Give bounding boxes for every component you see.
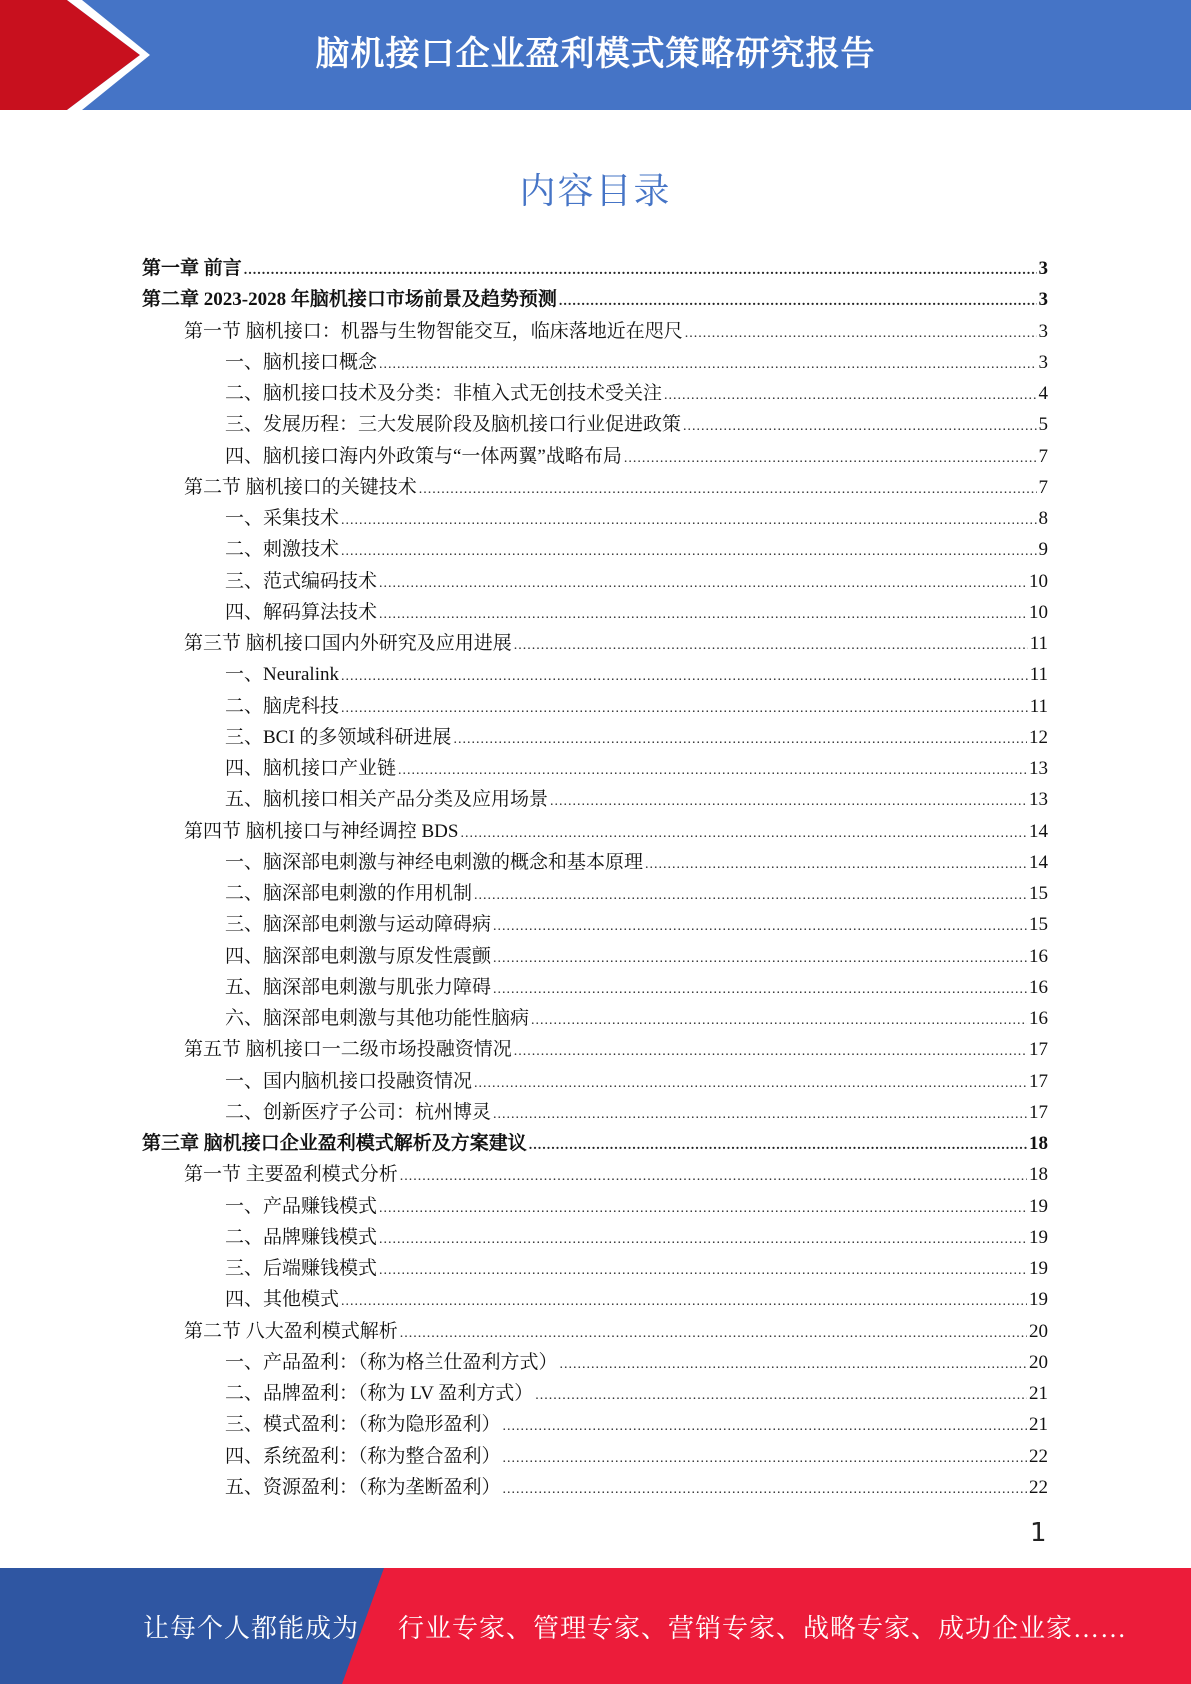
toc-entry-page: 12 <box>1029 726 1048 748</box>
toc-dot-leader <box>503 1474 1027 1505</box>
toc-entry-page: 11 <box>1029 664 1048 686</box>
toc-entry-page: 19 <box>1029 1289 1048 1311</box>
toc-entry-page: 22 <box>1029 1476 1048 1498</box>
toc-dot-leader <box>624 443 1037 474</box>
toc-entry-title: 四、其他模式 <box>225 1289 340 1311</box>
toc-subsection-entry[interactable] <box>142 784 1048 815</box>
toc-dot-leader <box>514 1036 1027 1067</box>
toc-entry-title: 三、后端赚钱模式 <box>225 1258 378 1279</box>
toc-entry-page: 15 <box>1029 883 1048 904</box>
toc-subsection-entry[interactable] <box>142 409 1048 440</box>
toc-entry-title: 一、采集技术 <box>225 508 340 529</box>
toc-dot-leader <box>379 599 1027 630</box>
toc-subsection-entry[interactable] <box>142 909 1048 940</box>
toc-entry-title: 第四节 脑机接口与神经调控 BDS <box>184 820 459 842</box>
toc-dot-leader <box>341 1286 1027 1317</box>
toc-entry-page: 11 <box>1029 695 1048 717</box>
toc-entry-title: 四、系统盈利：（称为整合盈利） <box>225 1445 501 1467</box>
toc-entry-page: 3 <box>1038 351 1048 373</box>
toc-entry-page: 17 <box>1029 1039 1048 1061</box>
toc-dot-leader <box>535 1380 1027 1411</box>
toc-entry-title: 一、产品赚钱模式 <box>225 1195 378 1217</box>
toc-entry-page: 7 <box>1038 476 1048 498</box>
toc-entry-title: 四、脑机接口海内外政策与“一体两翼”战略布局 <box>225 445 622 467</box>
toc-entry-title: 第一章 前言 <box>142 258 242 279</box>
toc-entry-title: 第二章 2023-2028 年脑机接口市场前景及趋势预测 <box>142 289 557 311</box>
toc-dot-leader <box>645 849 1027 880</box>
toc-entry-page: 13 <box>1029 758 1048 779</box>
toc-dot-leader <box>503 1443 1027 1474</box>
toc-entry-title: 二、刺激技术 <box>225 539 340 561</box>
toc-entry-title: 第三节 脑机接口国内外研究及应用进展 <box>184 633 512 654</box>
report-title: 脑机接口企业盈利模式策略研究报告 <box>315 34 876 74</box>
toc-subsection-entry[interactable] <box>142 1347 1048 1378</box>
toc-entry-page: 19 <box>1029 1258 1048 1279</box>
toc-entry-page: 16 <box>1029 976 1048 998</box>
toc-subsection-entry[interactable] <box>142 1284 1048 1315</box>
toc-dot-leader <box>531 1005 1027 1036</box>
toc-section-entry[interactable] <box>142 316 1048 347</box>
toc-entry-page: 21 <box>1029 1383 1048 1404</box>
toc-section-entry[interactable] <box>142 628 1048 659</box>
toc-dot-leader <box>419 474 1037 505</box>
page-number: 1 <box>1030 1518 1047 1548</box>
toc-dot-leader <box>683 411 1036 442</box>
toc-dot-leader <box>400 1318 1027 1349</box>
toc-subsection-entry[interactable] <box>142 722 1048 753</box>
toc-entry-title: 四、脑机接口产业链 <box>225 758 397 779</box>
toc-entry-page: 16 <box>1029 1008 1048 1029</box>
toc-entry-title: 一、Neuralink <box>225 664 339 686</box>
toc-dot-leader <box>341 505 1036 536</box>
toc-entry-title: 第三章 脑机接口企业盈利模式解析及方案建议 <box>142 1133 527 1154</box>
toc-entry-page: 22 <box>1029 1445 1048 1467</box>
toc-subsection-entry[interactable] <box>142 441 1048 472</box>
toc-chapter-entry[interactable] <box>142 1128 1048 1159</box>
toc-entry-page: 17 <box>1029 1101 1048 1123</box>
toc-chapter-entry[interactable] <box>142 253 1048 284</box>
toc-chapter-entry[interactable] <box>142 284 1048 315</box>
toc-subsection-entry[interactable] <box>142 691 1048 722</box>
toc-entry-title: 二、脑深部电刺激的作用机制 <box>225 883 473 904</box>
toc-dot-leader <box>379 1255 1027 1286</box>
toc-entry-title: 五、资源盈利：（称为垄断盈利） <box>225 1476 501 1498</box>
footer-slogan-right: 行业专家、管理专家、营销专家、战略专家、成功企业家…… <box>398 1614 1128 1643</box>
toc-entry-page: 17 <box>1029 1070 1048 1092</box>
toc-entry-title: 三、脑深部电刺激与运动障碍病 <box>225 914 492 936</box>
toc-dot-leader <box>514 630 1028 661</box>
toc-subsection-entry[interactable] <box>142 1066 1048 1097</box>
toc-entry-title: 二、脑机接口技术及分类：非植入式无创技术受关注 <box>225 383 663 404</box>
toc-dot-leader <box>379 349 1036 380</box>
toc-dot-leader <box>493 1099 1027 1130</box>
toc-section-entry[interactable] <box>142 816 1048 847</box>
toc-entry-page: 3 <box>1038 289 1048 311</box>
toc-entry-page: 20 <box>1029 1320 1048 1342</box>
toc-dot-leader <box>493 943 1027 974</box>
toc-entry-page: 5 <box>1038 414 1048 436</box>
toc-entry-page: 10 <box>1029 601 1048 623</box>
toc-subsection-entry[interactable] <box>142 503 1048 534</box>
toc-entry-title: 二、创新医疗子公司：杭州博灵 <box>225 1101 492 1123</box>
toc-entry-page: 10 <box>1029 570 1048 592</box>
toc-entry-title: 第五节 脑机接口一二级市场投融资情况 <box>184 1039 512 1061</box>
toc-subsection-entry[interactable] <box>142 659 1048 690</box>
toc-dot-leader <box>460 818 1027 849</box>
toc-dot-leader <box>493 911 1027 942</box>
toc-dot-leader <box>560 1349 1027 1380</box>
toc-entry-page: 20 <box>1029 1351 1048 1373</box>
toc-dot-leader <box>503 1411 1027 1442</box>
toc-subsection-entry[interactable] <box>142 941 1048 972</box>
toc-subsection-entry[interactable] <box>142 1253 1048 1284</box>
toc-entry-title: 三、模式盈利：（称为隐形盈利） <box>225 1414 501 1436</box>
toc-subsection-entry[interactable] <box>142 972 1048 1003</box>
toc-dot-leader <box>341 693 1028 724</box>
toc-dot-leader <box>244 255 1037 286</box>
toc-entry-page: 16 <box>1029 945 1048 967</box>
toc-dot-leader <box>474 1068 1027 1099</box>
toc-entry-page: 19 <box>1029 1226 1048 1248</box>
toc-entry-title: 四、解码算法技术 <box>225 601 378 623</box>
toc-entry-page: 11 <box>1029 633 1048 654</box>
toc-subsection-entry[interactable] <box>142 1097 1048 1128</box>
toc-dot-leader <box>664 380 1036 411</box>
toc-subsection-entry[interactable] <box>142 1378 1048 1409</box>
toc-section-entry[interactable] <box>142 1159 1048 1190</box>
toc-subsection-entry[interactable] <box>142 753 1048 784</box>
report-header-banner <box>0 0 1191 110</box>
toc-dot-leader <box>493 974 1027 1005</box>
toc-entry-title: 二、脑虎科技 <box>225 695 340 717</box>
toc-entry-page: 3 <box>1038 258 1048 279</box>
toc-dot-leader <box>474 880 1027 911</box>
toc-dot-leader <box>400 1161 1027 1192</box>
toc-entry-page: 13 <box>1029 789 1048 811</box>
toc-dot-leader <box>685 318 1037 349</box>
toc-subsection-entry[interactable] <box>142 378 1048 409</box>
toc-dot-leader <box>529 1130 1027 1161</box>
table-of-contents <box>142 253 1048 1503</box>
toc-dot-leader <box>453 724 1027 755</box>
toc-entry-title: 三、BCI 的多领域科研进展 <box>225 726 452 748</box>
toc-subsection-entry[interactable] <box>142 1472 1048 1503</box>
footer-banner <box>0 1568 1191 1684</box>
toc-subsection-entry[interactable] <box>142 1191 1048 1222</box>
toc-dot-leader <box>550 786 1027 817</box>
toc-entry-page: 18 <box>1029 1133 1048 1154</box>
toc-subsection-entry[interactable] <box>142 847 1048 878</box>
toc-dot-leader <box>379 1193 1027 1224</box>
toc-entry-title: 六、脑深部电刺激与其他功能性脑病 <box>225 1008 530 1029</box>
toc-entry-title: 第二节 脑机接口的关键技术 <box>184 476 417 498</box>
toc-section-entry[interactable] <box>142 1316 1048 1347</box>
toc-entry-title: 五、脑机接口相关产品分类及应用场景 <box>225 789 549 811</box>
toc-entry-title: 四、脑深部电刺激与原发性震颤 <box>225 945 492 967</box>
toc-entry-title: 一、脑机接口概念 <box>225 351 378 373</box>
toc-dot-leader <box>398 755 1027 786</box>
toc-entry-page: 15 <box>1029 914 1048 936</box>
toc-dot-leader <box>559 286 1037 317</box>
toc-entry-page: 7 <box>1038 445 1048 467</box>
toc-entry-title: 二、品牌赚钱模式 <box>225 1226 378 1248</box>
toc-dot-leader <box>379 1224 1027 1255</box>
toc-entry-page: 9 <box>1038 539 1048 561</box>
toc-subsection-entry[interactable] <box>142 534 1048 565</box>
toc-entry-page: 18 <box>1029 1164 1048 1186</box>
toc-entry-page: 4 <box>1038 383 1048 404</box>
toc-entry-title: 二、品牌盈利：（称为 LV 盈利方式） <box>225 1383 534 1404</box>
toc-dot-leader <box>341 661 1028 692</box>
toc-entry-title: 五、脑深部电刺激与肌张力障碍 <box>225 976 492 998</box>
toc-dot-leader <box>379 568 1027 599</box>
footer-slogan-left: 让每个人都能成为 <box>143 1614 360 1643</box>
toc-entry-title: 第二节 八大盈利模式解析 <box>184 1320 398 1342</box>
toc-subsection-entry[interactable] <box>142 1409 1048 1440</box>
toc-entry-title: 一、产品盈利：（称为格兰仕盈利方式） <box>225 1351 558 1373</box>
toc-subsection-entry[interactable] <box>142 878 1048 909</box>
toc-entry-page: 19 <box>1029 1195 1048 1217</box>
toc-subsection-entry[interactable] <box>142 566 1048 597</box>
toc-heading: 内容目录 <box>519 171 672 212</box>
toc-subsection-entry[interactable] <box>142 597 1048 628</box>
toc-entry-title: 一、国内脑机接口投融资情况 <box>225 1070 473 1092</box>
toc-section-entry[interactable] <box>142 1034 1048 1065</box>
toc-entry-page: 3 <box>1038 320 1048 342</box>
toc-entry-page: 14 <box>1029 820 1048 842</box>
toc-entry-title: 三、发展历程：三大发展阶段及脑机接口行业促进政策 <box>225 414 682 436</box>
toc-subsection-entry[interactable] <box>142 1441 1048 1472</box>
toc-dot-leader <box>341 536 1036 567</box>
toc-entry-title: 第一节 主要盈利模式分析 <box>184 1164 398 1186</box>
toc-entry-page: 8 <box>1038 508 1048 529</box>
toc-entry-page: 14 <box>1029 851 1048 873</box>
toc-subsection-entry[interactable] <box>142 1003 1048 1034</box>
toc-subsection-entry[interactable] <box>142 1222 1048 1253</box>
toc-section-entry[interactable] <box>142 472 1048 503</box>
toc-entry-page: 21 <box>1029 1414 1048 1436</box>
toc-entry-title: 第一节 脑机接口：机器与生物智能交互，临床落地近在咫尺 <box>184 320 683 342</box>
toc-entry-title: 一、脑深部电刺激与神经电刺激的概念和基本原理 <box>225 851 644 873</box>
toc-entry-title: 三、范式编码技术 <box>225 570 378 592</box>
toc-subsection-entry[interactable] <box>142 347 1048 378</box>
